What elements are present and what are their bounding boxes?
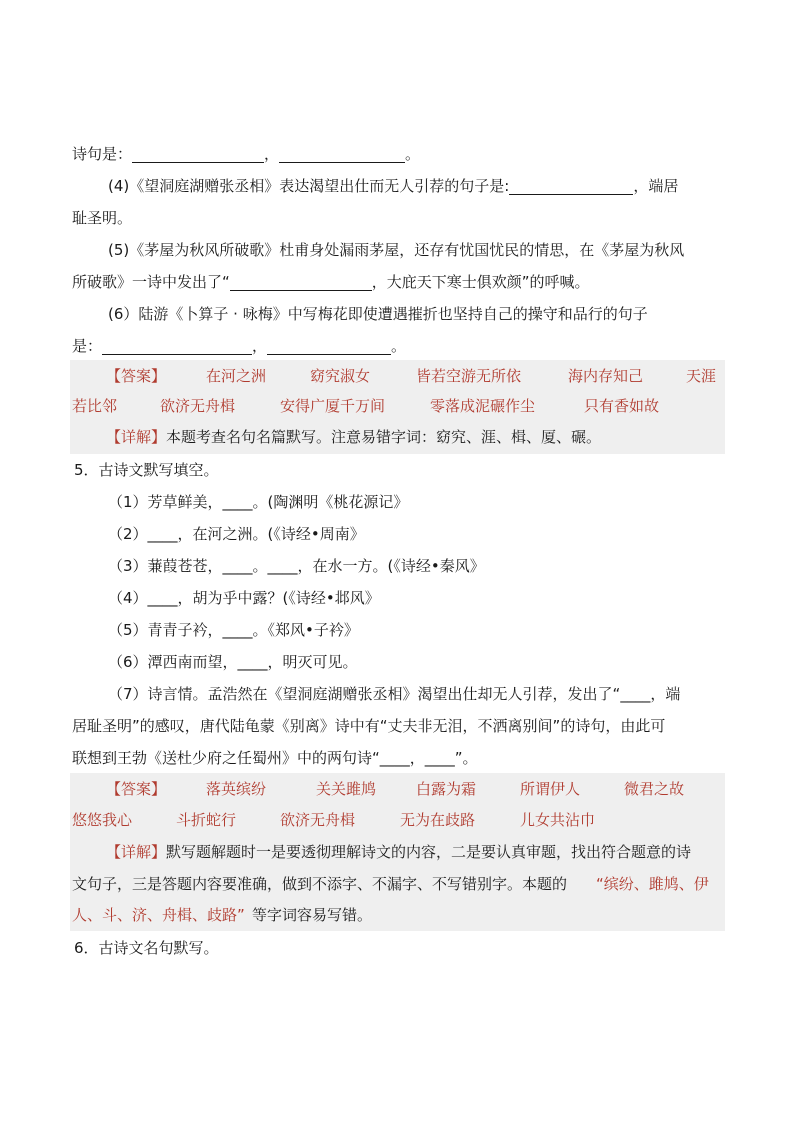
answer-item: 儿女共沾巾 [520,811,596,829]
answer-row [72,360,724,392]
answer-item: 白露为霜 [416,780,477,798]
answer-item: 若比邻 [72,397,118,415]
detail-label: 【详解】 [106,428,167,446]
blank-line [132,142,264,163]
text: 居耻圣明”的感叹，唐代陆龟蒙《别离》诗中有“丈夫非无泪，不洒离别间”的诗句，由此可 [72,717,666,735]
answer-item: 皆若空游无所依 [416,367,522,385]
text: 。 [391,337,407,355]
question-4-6 [108,298,724,330]
question-4-5-cont [72,266,724,298]
question-4-5 [108,234,724,266]
text: 所破歌》一诗中发出了“ [72,273,230,291]
question-5-item-7-cont [72,710,724,742]
text: (6）陆游《卜算子 · 咏梅》中写梅花即使遭遇摧折也坚持自己的操守和品行的句子 [108,305,648,323]
question-5-item [108,582,724,614]
question-4-4-cont [72,202,724,234]
answer-item: 欲济无舟楫 [160,397,236,415]
text: （2）____，在河之洲。(《诗经•周南》 [108,525,365,543]
text: （6）潭西南而望，____，明灭可见。 [108,653,358,671]
question-5-title [74,454,726,486]
detail-highlight: 人、斗、济、舟楫、歧路” [72,906,245,924]
text: 诗句是： [72,145,133,163]
text: (4)《望洞庭湖赠张丞相》表达渴望出仕而无人引荐的句子是: [108,177,510,195]
text: ，端居 [633,177,679,195]
answer-item: 微君之故 [624,780,685,798]
answer-item: 零落成泥碾作尘 [430,397,536,415]
detail-text: 默写题解题时一是要透彻理解诗文的内容，二是要认真审题，找出符合题意的诗 [166,843,692,861]
text: 是： [72,337,103,355]
poem-answer-line [72,138,724,170]
text: 联想到王勃《送杜少府之任蜀州》中的两句诗“____，____”。 [72,749,478,767]
answer-item: 海内存知己 [568,367,644,385]
question-5-item [108,646,724,678]
detail-row [72,836,724,868]
text: 耻圣明。 [72,209,133,227]
text: ，大庇天下寒士俱欢颜”的呼喊。 [371,273,590,291]
text: （7）诗言情。孟浩然在《望洞庭湖赠张丞相》渴望出仕却无人引荐，发出了“____，端 [108,685,681,703]
text: 。 [405,145,421,163]
blank-line [230,270,372,291]
text: ， [264,145,280,163]
detail-text: 本题考查名句名篇默写。注意易错字词：窈究、涯、楫、厦、碾。 [166,428,602,446]
detail-text: 文句子，三是答题内容要准确，做到不添字、不漏字、不写错别字。本题的 [72,875,568,893]
answer-item: 无为在歧路 [400,811,476,829]
question-5-item [108,486,724,518]
answer-item: 斗折蛇行 [176,811,237,829]
answer-item: 窈究淑女 [310,367,371,385]
blank-line [279,142,405,163]
question-4-6-cont [72,330,724,362]
answer-item: 安得广厦千万间 [280,397,386,415]
answer-label: 【答案】 [106,367,167,385]
answer-item: 悠悠我心 [72,811,133,829]
answer-item: 在河之洲 [206,367,267,385]
text: 6．古诗文名句默写。 [74,939,219,957]
detail-row [72,899,724,931]
question-4-4 [108,170,724,202]
question-5-item [108,518,724,550]
text: （1）芳草鲜美，____。(陶渊明《桃花源记》 [108,493,409,511]
answer-item: 只有香如故 [584,397,660,415]
text: （4）____，胡为乎中露？(《诗经•邶风》 [108,589,380,607]
detail-highlight: “缤纷、雎鸠、伊 [596,875,709,893]
answer-label: 【答案】 [106,780,167,798]
text: （3）蒹葭苍苍，____。____，在水一方。(《诗经•秦风》 [108,557,485,575]
blank-line [102,334,252,355]
text: （5）青青子衿，____。《郑风•子衿》 [108,621,359,639]
text: (5)《茅屋为秋风所破歌》杜甫身处漏雨茅屋，还存有忧国忧民的情思，在《茅屋为秋风 [108,241,685,259]
text: 5．古诗文默写填空。 [74,461,219,479]
detail-text: 等字词容易写错。 [252,906,373,924]
detail-row [72,421,724,453]
question-5-item [108,550,724,582]
blank-line [509,174,633,195]
text: ， [252,337,268,355]
question-5-item [108,614,724,646]
answer-row [72,804,724,836]
answer-item: 欲济无舟楫 [280,811,356,829]
detail-row [72,868,724,900]
detail-label: 【详解】 [106,843,167,861]
blank-line [267,334,391,355]
question-6-title [74,932,726,964]
answer-row [72,773,724,805]
question-5-item-7 [108,678,724,710]
answer-item: 天涯 [686,367,717,385]
answer-item: 关关雎鸠 [316,780,377,798]
answer-item: 所谓伊人 [520,780,581,798]
answer-row [72,390,724,422]
answer-item: 落英缤纷 [206,780,267,798]
question-5-item-7-cont [72,742,724,774]
